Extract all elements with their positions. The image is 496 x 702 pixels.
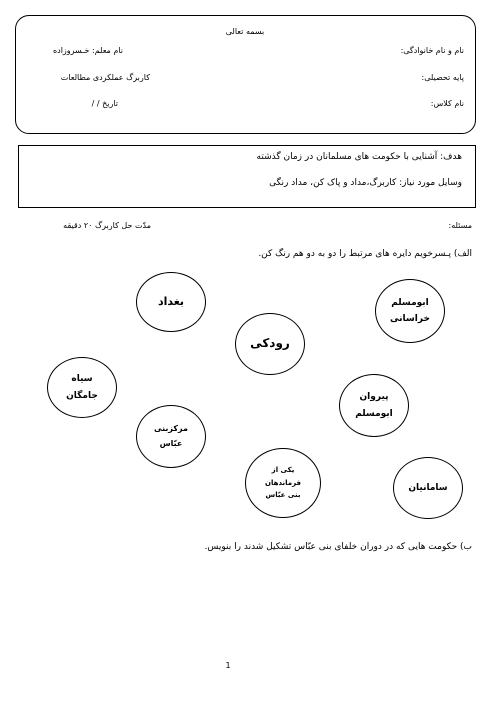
circle-label: رودکی	[250, 336, 290, 351]
circle-label: پیروان ابومسلم	[355, 392, 393, 419]
header-title: بسمه تعالی	[225, 27, 265, 36]
student-name-label: نام و نام خانوادگی:	[400, 46, 464, 55]
circle-abbasid-commander[interactable]	[245, 448, 321, 518]
circle-baghdad[interactable]	[136, 272, 206, 332]
problem-label: مسئله:	[448, 221, 472, 230]
circle-label: مرکزبنی عبّاس	[154, 424, 188, 448]
page-number: 1	[225, 661, 231, 670]
circle-label: یکی از فرماندهان بنی عبّاس	[264, 466, 302, 500]
circle-label: ابومسلم خراسانی	[390, 297, 430, 324]
section-a-instruction: الف) پـسرخویم دایره های مرتبط را دو به دو هم رنگ کن.	[258, 249, 472, 259]
section-b-question: ب) حکومت هایی که در دوران خلفای بنی عبّاس تشکیل شدند را بنویس.	[204, 542, 472, 552]
class-label: نام کلاس:	[430, 99, 464, 108]
circle-abbasid-center[interactable]	[136, 405, 206, 468]
circle-abumuslim-khorasani[interactable]	[375, 279, 445, 343]
date-label: تاریخ / /	[91, 99, 118, 108]
circle-label: سامانیان	[408, 482, 448, 493]
circle-label: سیاه جامگان	[66, 374, 98, 401]
worksheet-label: کاربرگ عملکردی مطالعات	[60, 73, 150, 82]
problem-time: مدّت حل کاربرگ ۲۰ دقیقه	[63, 221, 151, 230]
circle-label: بغداد	[157, 295, 185, 309]
grade-label: پایه تحصیلی:	[421, 73, 464, 82]
circle-followers-abumuslim[interactable]	[339, 374, 409, 437]
teacher-label: نام معلم: خـسروزاده	[52, 46, 123, 55]
circle-rudaki[interactable]	[235, 313, 305, 375]
goal-objective: هدف: آشنایی با حکومت های مسلمانان در زمان گذشته	[256, 152, 462, 162]
goal-materials: وسایل مورد نیاز: کاربرگ،مداد و پاک کن، مداد رنگی	[269, 178, 462, 188]
circle-samanids[interactable]	[393, 457, 463, 519]
circle-siyah-jamegan[interactable]	[47, 357, 117, 418]
